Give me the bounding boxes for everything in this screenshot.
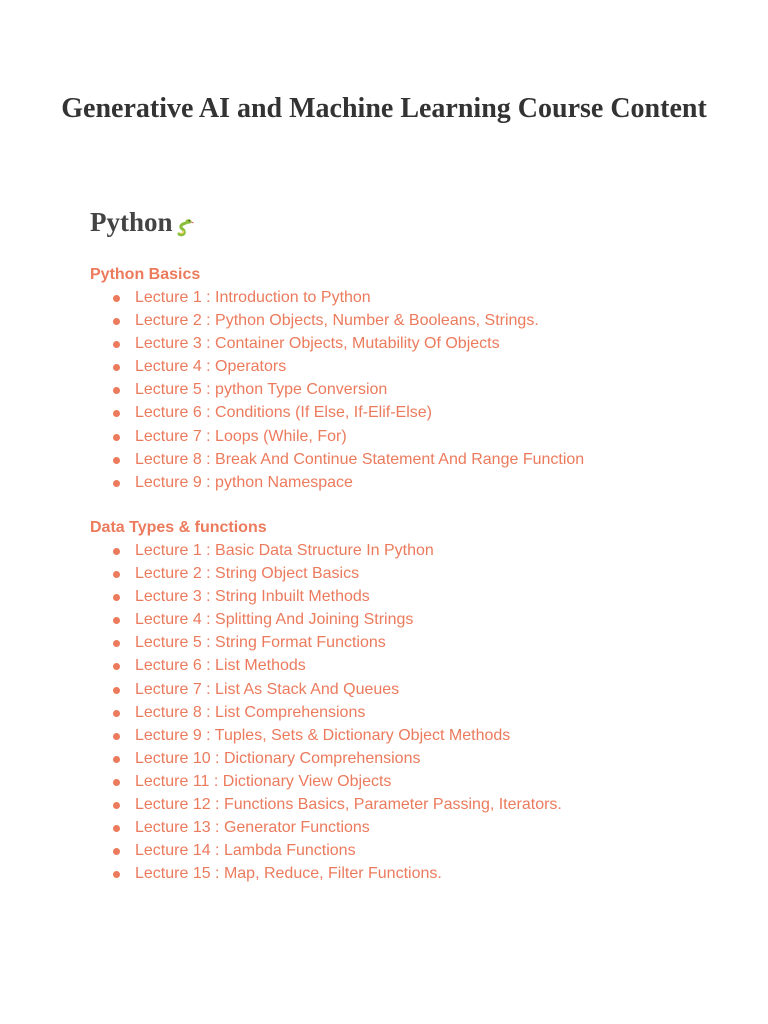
bullet-icon xyxy=(113,457,120,464)
list-item xyxy=(90,862,710,885)
list-item xyxy=(90,654,710,677)
lecture-label: Lecture 2 : Python Objects, Number & Booleans, Strings. xyxy=(135,312,539,330)
bullet-icon xyxy=(113,710,120,717)
list-item xyxy=(90,608,710,631)
subsection-python-basics xyxy=(90,263,710,494)
subsection-data-types xyxy=(90,516,710,885)
document-title: Generative AI and Machine Learning Course Content xyxy=(61,93,707,124)
lecture-list xyxy=(90,539,710,885)
list-item xyxy=(90,471,710,494)
lecture-label: Lecture 14 : Lambda Functions xyxy=(135,842,356,860)
bullet-icon xyxy=(113,318,120,325)
list-item xyxy=(90,724,710,747)
list-item xyxy=(90,816,710,839)
bullet-icon xyxy=(113,733,120,740)
lecture-label: Lecture 4 : Splitting And Joining Strings xyxy=(135,611,414,629)
lecture-label: Lecture 6 : Conditions (If Else, If-Elif-Else) xyxy=(135,404,432,422)
list-item xyxy=(90,631,710,654)
list-item xyxy=(90,562,710,585)
list-item xyxy=(90,401,710,424)
bullet-icon xyxy=(113,571,120,578)
lecture-label: Lecture 8 : List Comprehensions xyxy=(135,703,366,721)
list-item xyxy=(90,770,710,793)
subsection-title: Python Basics xyxy=(90,266,201,283)
lecture-label: Lecture 4 : Operators xyxy=(135,358,287,376)
list-item xyxy=(90,839,710,862)
list-item xyxy=(90,448,710,471)
list-item xyxy=(90,425,710,448)
bullet-icon xyxy=(113,663,120,670)
bullet-icon xyxy=(113,364,120,371)
list-item xyxy=(90,701,710,724)
lecture-label: Lecture 3 : String Inbuilt Methods xyxy=(135,588,370,606)
list-item xyxy=(90,378,710,401)
bullet-icon xyxy=(113,756,120,763)
list-item xyxy=(90,793,710,816)
lecture-label: Lecture 13 : Generator Functions xyxy=(135,819,370,837)
lecture-label: Lecture 3 : Container Objects, Mutability Of Objects xyxy=(135,335,500,353)
bullet-icon xyxy=(113,341,120,348)
bullet-icon xyxy=(113,848,120,855)
lecture-label: Lecture 12 : Functions Basics, Parameter Passing, Iterators. xyxy=(135,796,562,814)
lecture-label: Lecture 6 : List Methods xyxy=(135,657,306,675)
list-item xyxy=(90,585,710,608)
section-heading-text: Python xyxy=(90,207,173,237)
lecture-label: Lecture 7 : Loops (While, For) xyxy=(135,427,347,445)
bullet-icon xyxy=(113,617,120,624)
lecture-label: Lecture 1 : Introduction to Python xyxy=(135,289,371,306)
section-heading-python xyxy=(90,202,196,242)
bullet-icon xyxy=(113,871,120,878)
lecture-label: Lecture 10 : Dictionary Comprehensions xyxy=(135,749,421,767)
list-item xyxy=(90,332,710,355)
lecture-label: Lecture 9 : python Namespace xyxy=(135,473,353,491)
list-item xyxy=(90,309,710,332)
lecture-label: Lecture 5 : python Type Conversion xyxy=(135,381,388,399)
lecture-label: Lecture 9 : Tuples, Sets & Dictionary Object Methods xyxy=(135,726,511,744)
lecture-label: Lecture 5 : String Format Functions xyxy=(135,634,386,652)
list-item xyxy=(90,286,710,309)
lecture-label: Lecture 15 : Map, Reduce, Filter Functions. xyxy=(135,865,442,883)
list-item xyxy=(90,678,710,701)
lecture-list xyxy=(90,286,710,494)
bullet-icon xyxy=(113,387,120,394)
lecture-label: Lecture 1 : Basic Data Structure In Python xyxy=(135,542,434,559)
bullet-icon xyxy=(113,410,120,417)
lecture-label: Lecture 8 : Break And Continue Statement And Range Function xyxy=(135,450,585,468)
list-item xyxy=(90,539,710,562)
bullet-icon xyxy=(113,434,120,441)
bullet-icon xyxy=(113,802,120,809)
bullet-icon xyxy=(113,295,120,302)
snake-icon xyxy=(176,208,196,228)
lecture-label: Lecture 7 : List As Stack And Queues xyxy=(135,680,400,698)
lecture-label: Lecture 2 : String Object Basics xyxy=(135,565,360,583)
lecture-label: Lecture 11 : Dictionary View Objects xyxy=(135,772,392,790)
subsection-title: Data Types & functions xyxy=(90,519,267,536)
bullet-icon xyxy=(113,687,120,694)
list-item xyxy=(90,747,710,770)
bullet-icon xyxy=(113,548,120,555)
list-item xyxy=(90,355,710,378)
bullet-icon xyxy=(113,825,120,832)
bullet-icon xyxy=(113,779,120,786)
bullet-icon xyxy=(113,594,120,601)
bullet-icon xyxy=(113,640,120,647)
bullet-icon xyxy=(113,480,120,487)
